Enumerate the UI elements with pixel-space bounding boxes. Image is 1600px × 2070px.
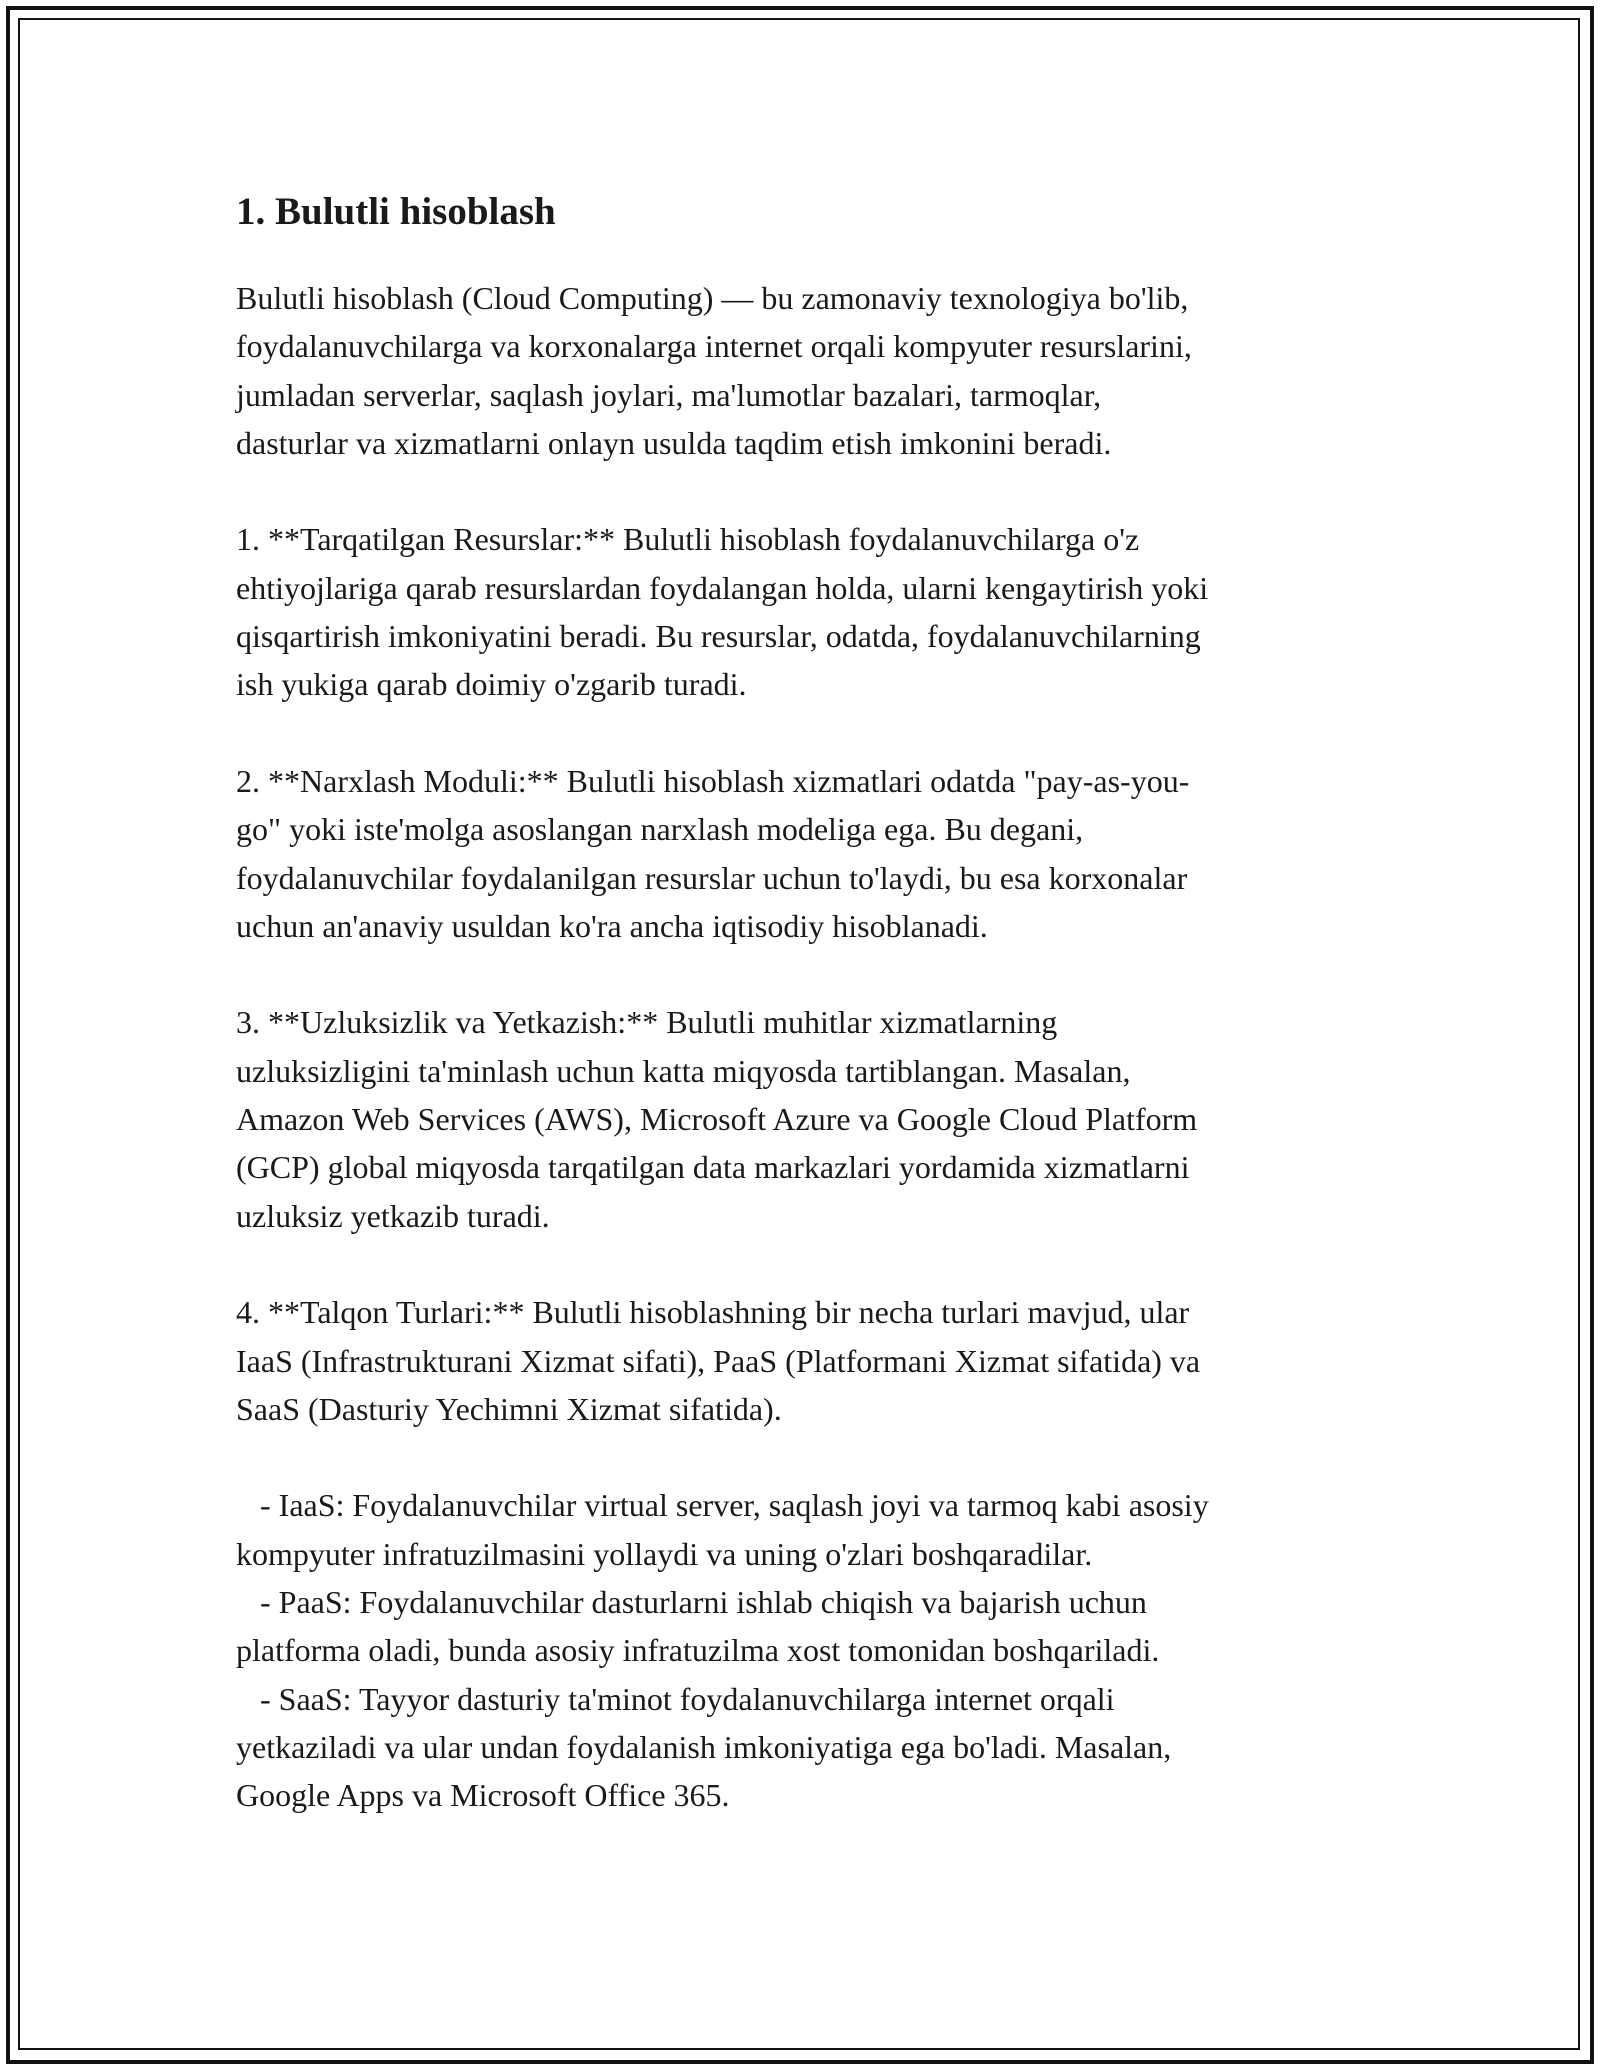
document-body <box>236 186 1376 1820</box>
paragraph-gap <box>236 709 1376 757</box>
service-models-list: - IaaS: Foydalanuvchilar virtual server, saqlash joyi va tarmoq kabi asosiy kompyuter infratuzilmasini yollaydi va uning o'zlari boshqaradilar. - PaaS: Foydalanuvchilar dasturlarni ishlab chiqish va bajarish uchun platforma oladi, bunda asosiy infratuzilma xost tomonidan boshqariladi. - SaaS: Tayyor dasturiy ta'minot foydalanuvchilarga internet orqali yetkaziladi va ular undan foydalanish imkoniyatiga ega bo'ladi. Masalan, Google Apps va Microsoft Office 365. <box>236 1487 1209 1814</box>
paragraph-gap <box>236 950 1376 998</box>
paragraph-gap <box>236 1240 1376 1288</box>
point-1-paragraph: 1. **Tarqatilgan Resurslar:** Bulutli hisoblash foydalanuvchilarga o'z ehtiyojlariga qarab resurslardan foydalangan holda, ularni kengaytirish yoki qisqartirish imkoniyatini beradi. Bu resurslar, odatda, foydalanuvchilarning ish yukiga qarab doimiy o'zgarib turadi. <box>236 521 1209 703</box>
intro-paragraph: Bulutli hisoblash (Cloud Computing) — bu zamonaviy texnologiya bo'lib, foydalanuvchilarga va korxonalarga internet orqali kompyuter resurslarini, jumladan serverlar, saqlash joylari, ma'lumotlar bazalari, tarmoqlar, dasturlar va xizmatlarni onlayn usulda taqdim etish imkonini beradi. <box>236 280 1192 461</box>
point-4-paragraph: 4. **Talqon Turlari:** Bulutli hisoblashning bir necha turlari mavjud, ular IaaS (Infrastrukturani Xizmat sifati), PaaS (Platformani Xizmat sifatida) va SaaS (Dasturiy Yechimni Xizmat sifatida). <box>236 1294 1201 1427</box>
paragraph-gap <box>236 467 1376 515</box>
point-3-paragraph: 3. **Uzluksizlik va Yetkazish:** Bulutli muhitlar xizmatlarning uzluksizligini ta'minlash uchun katta miqyosda tartiblangan. Masalan, Amazon Web Services (AWS), Microsoft Azure va Google Cloud Platform (GCP) global miqyosda tarqatilgan data markazlari yordamida xizmatlarni uzluksiz yetkazib turadi. <box>236 1004 1198 1234</box>
point-2-paragraph: 2. **Narxlash Moduli:** Bulutli hisoblash xizmatlari odatda "pay-as-you- go" yoki iste'molga asoslangan narxlash modeliga ega. Bu degani, foydalanuvchilar foydalanilgan resurslar uchun to'laydi, bu esa korxonalar uchun an'anaviy usuldan ko'ra ancha iqtisodiy hisoblanadi. <box>236 762 1190 944</box>
paragraph-gap <box>236 1433 1376 1481</box>
section-title: 1. Bulutli hisoblash <box>236 190 556 233</box>
